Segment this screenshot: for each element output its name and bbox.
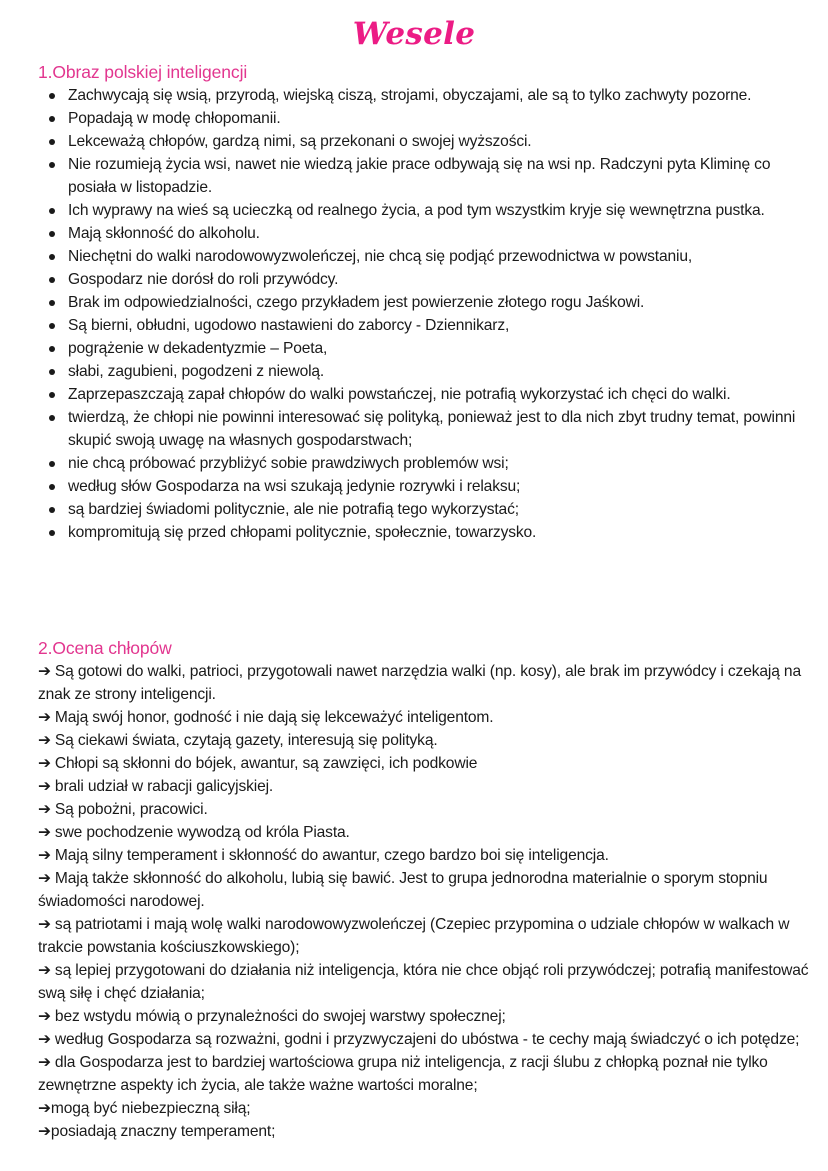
arrow-right-icon: ➔ (38, 755, 51, 772)
list-item: ➔ są lepiej przygotowani do działania niż inteligencja, która nie chce objąć roli przywódczej; potrafią manifestować swą siłę i chęć działania; (38, 959, 818, 1005)
section-heading-intelligentsia: 1.Obraz polskiej inteligencji (38, 62, 248, 82)
bullet-icon (49, 139, 55, 145)
arrow-right-icon: ➔ (38, 916, 51, 933)
list-item: ➔ Są ciekawi świata, czytają gazety, interesują się polityką. (38, 729, 818, 752)
arrow-right-icon: ➔ (38, 801, 51, 818)
arrow-right-icon: ➔ (38, 709, 51, 726)
bullet-icon (49, 116, 55, 122)
arrow-right-icon: ➔ (38, 1031, 51, 1048)
list-item: Zachwycają się wsią, przyrodą, wiejską ciszą, strojami, obyczajami, ale są to tylko zachwyty pozorne. (38, 84, 818, 107)
bullet-icon (49, 162, 55, 168)
list-item: nie chcą próbować przybliżyć sobie prawdziwych problemów wsi; (38, 452, 818, 475)
list-item: ➔ bez wstydu mówią o przynależności do swojej warstwy społecznej; (38, 1005, 818, 1028)
arrow-right-icon: ➔ (38, 847, 51, 864)
list-item: słabi, zagubieni, pogodzeni z niewolą. (38, 360, 818, 383)
bullet-icon (49, 300, 55, 306)
list-item: Lekceważą chłopów, gardzą nimi, są przekonani o swojej wyższości. (38, 130, 818, 153)
bullet-icon (49, 507, 55, 513)
arrow-right-icon: ➔ (38, 663, 51, 680)
arrow-right-icon: ➔ (38, 1008, 51, 1025)
bullet-icon (49, 277, 55, 283)
list-item: ➔ Są pobożni, pracowici. (38, 798, 818, 821)
bullet-icon (49, 93, 55, 99)
list-item: ➔ Mają swój honor, godność i nie dają się lekceważyć inteligentom. (38, 706, 818, 729)
list-item: Gospodarz nie dorósł do roli przywódcy. (38, 268, 818, 291)
list-item: ➔ według Gospodarza są rozważni, godni i przyzwyczajeni do ubóstwa - te cechy mają świadczyć o ich potędze; (38, 1028, 818, 1051)
section-peasants (38, 637, 818, 1143)
bullet-icon (49, 415, 55, 421)
list-item: Brak im odpowiedzialności, czego przykładem jest powierzenie złotego rogu Jaśkowi. (38, 291, 818, 314)
section-heading-peasants: 2.Ocena chłopów (38, 638, 172, 658)
list-item: ➔posiadają znaczny temperament; (38, 1120, 818, 1143)
arrow-right-icon: ➔ (38, 824, 51, 841)
list-item: ➔ Są gotowi do walki, patrioci, przygotowali nawet narzędzia walki (np. kosy), ale brak im przywódcy i czekają na znak ze strony inteligencji. (38, 660, 818, 706)
bullet-icon (49, 484, 55, 490)
list-item: kompromitują się przed chłopami politycznie, społecznie, towarzysko. (38, 521, 818, 544)
arrow-right-icon: ➔ (38, 1100, 51, 1117)
list-item: Są bierni, obłudni, ugodowo nastawieni do zaborcy - Dziennikarz, (38, 314, 818, 337)
list-item: ➔mogą być niebezpieczną siłą; (38, 1097, 818, 1120)
bullet-icon (49, 461, 55, 467)
arrow-right-icon: ➔ (38, 870, 51, 887)
list-item: ➔ dla Gospodarza jest to bardziej wartościowa grupa niż inteligencja, z racji ślubu z chłopką poznał nie tylko zewnętrzne aspekty ich życia, ale także ważne wartości moralne; (38, 1051, 818, 1097)
list-item: Zaprzepaszczają zapał chłopów do walki powstańczej, nie potrafią wykorzystać ich chęci do walki. (38, 383, 818, 406)
arrow-right-icon: ➔ (38, 1054, 51, 1071)
list-item: według słów Gospodarza na wsi szukają jedynie rozrywki i relaksu; (38, 475, 818, 498)
arrow-right-icon: ➔ (38, 732, 51, 749)
bullet-icon (49, 231, 55, 237)
section-intelligentsia (38, 61, 818, 544)
bullet-icon (49, 392, 55, 398)
list-item: ➔ Mają silny temperament i skłonność do awantur, czego bardzo boi się inteligencja. (38, 844, 818, 867)
list-item: twierdzą, że chłopi nie powinni interesować się polityką, ponieważ jest to dla nich zbyt trudny temat, powinni skupić swoją uwagę na własnych gospodarstwach; (38, 406, 818, 452)
bullet-icon (49, 323, 55, 329)
document-title: Wesele (352, 16, 476, 52)
bullet-icon (49, 254, 55, 260)
list-item: ➔ są patriotami i mają wolę walki narodowowyzwoleńczej (Czepiec przypomina o udziale chłopów w walkach w trakcie powstania kościuszkowskiego); (38, 913, 818, 959)
list-item: ➔ Mają także skłonność do alkoholu, lubią się bawić. Jest to grupa jednorodna materialnie o sporym stopniu świadomości narodowej. (38, 867, 818, 913)
bullet-icon (49, 369, 55, 375)
list-item: ➔ Chłopi są skłonni do bójek, awantur, są zawzięci, ich podkowie (38, 752, 818, 775)
list-item: Popadają w modę chłopomanii. (38, 107, 818, 130)
arrow-right-icon: ➔ (38, 1123, 51, 1140)
bullet-icon (49, 208, 55, 214)
list-item: są bardziej świadomi politycznie, ale nie potrafią tego wykorzystać; (38, 498, 818, 521)
list-item: pogrążenie w dekadentyzmie – Poeta, (38, 337, 818, 360)
bullet-icon (49, 530, 55, 536)
peasants-arrow-list (38, 660, 818, 1143)
list-item: ➔ swe pochodzenie wywodzą od króla Piasta. (38, 821, 818, 844)
list-item: Mają skłonność do alkoholu. (38, 222, 818, 245)
list-item: Niechętni do walki narodowowyzwoleńczej, nie chcą się podjąć przewodnictwa w powstaniu, (38, 245, 818, 268)
arrow-right-icon: ➔ (38, 778, 51, 795)
arrow-right-icon: ➔ (38, 962, 51, 979)
list-item: Ich wyprawy na wieś są ucieczką od realnego życia, a pod tym wszystkim kryje się wewnętrzna pustka. (38, 199, 818, 222)
bullet-icon (49, 346, 55, 352)
intelligentsia-bullet-list (38, 84, 818, 544)
list-item: ➔ brali udział w rabacji galicyjskiej. (38, 775, 818, 798)
list-item: Nie rozumieją życia wsi, nawet nie wiedzą jakie prace odbywają się na wsi np. Radczyni pyta Kliminę co posiała w listopadzie. (38, 153, 818, 199)
